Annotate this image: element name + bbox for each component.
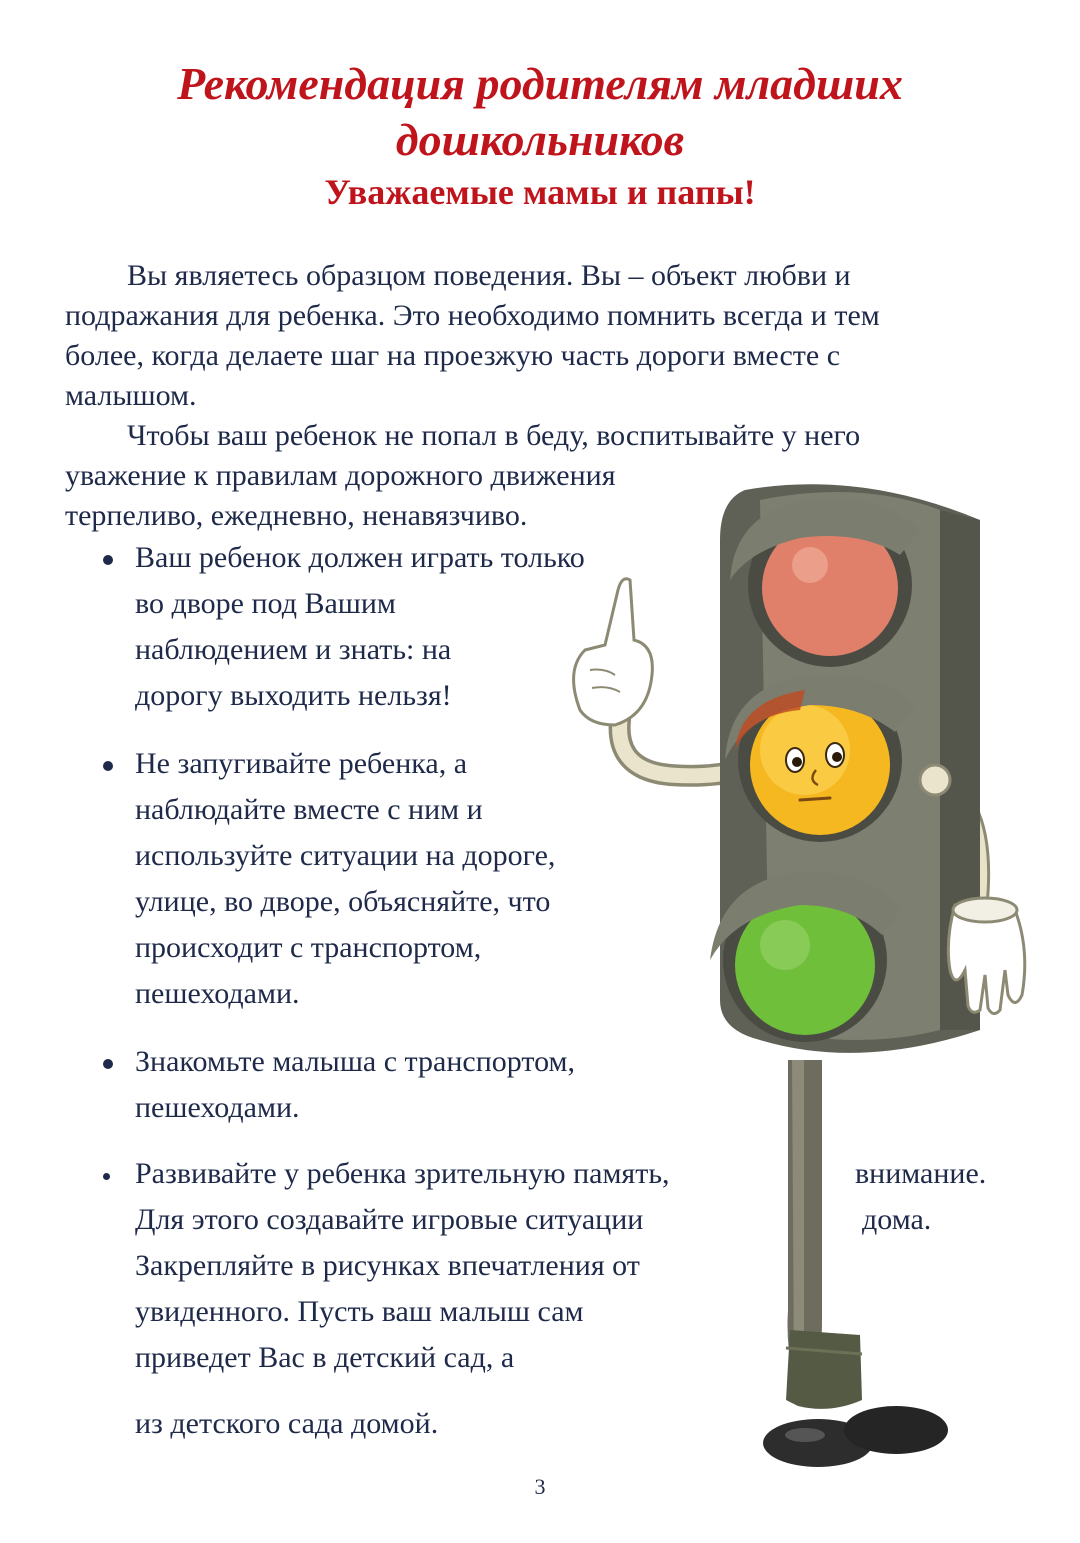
text-line: из детского сада домой. bbox=[135, 1407, 439, 1440]
bullet-dot bbox=[103, 761, 113, 771]
bullet-item-2 bbox=[135, 741, 555, 1017]
bullet-dot bbox=[103, 1059, 113, 1069]
text-line: наблюдением и знать: на bbox=[135, 633, 452, 666]
text-segment: Для этого создавайте игровые ситуации bbox=[135, 1203, 644, 1236]
left-glove-pointing bbox=[574, 579, 653, 725]
text-line: Вы являетесь образцом поведения. Вы – объект любви и bbox=[127, 259, 851, 292]
title-line-1: Рекомендация родителям младших bbox=[177, 58, 903, 109]
text-line: Чтобы ваш ребенок не попал в беду, воспитывайте у него bbox=[127, 419, 861, 452]
bullet-item-4 bbox=[135, 1151, 1035, 1447]
text-line: более, когда делаете шаг на проезжую часть дороги вместе с bbox=[65, 339, 841, 372]
text-line: терпеливо, ежедневно, ненавязчиво. bbox=[65, 499, 528, 532]
text-line: увиденного. Пусть ваш малыш сам bbox=[135, 1295, 584, 1328]
text-line: дорогу выходить нельзя! bbox=[135, 679, 452, 712]
text-segment: внимание. bbox=[855, 1157, 987, 1190]
bullet-dot bbox=[103, 1173, 110, 1180]
text-line: Знакомьте малыша с транспортом, bbox=[135, 1045, 575, 1078]
text-line: подражания для ребенка. Это необходимо помнить всегда и тем bbox=[65, 299, 880, 332]
text-line: происходит с транспортом, bbox=[135, 931, 482, 964]
text-line: пешеходами. bbox=[135, 977, 300, 1010]
bullet-item-3 bbox=[135, 1039, 575, 1131]
subtitle: Уважаемые мамы и папы! bbox=[324, 172, 756, 212]
title-line-2: дошкольников bbox=[395, 114, 685, 165]
text-line: уважение к правилам дорожного движения bbox=[65, 459, 616, 492]
text-segment: дома. bbox=[862, 1203, 932, 1236]
text-line bbox=[135, 1151, 1035, 1197]
bullet-dot bbox=[103, 555, 113, 565]
page-number: 3 bbox=[534, 1474, 546, 1499]
text-line: пешеходами. bbox=[135, 1091, 300, 1124]
text-line: малышом. bbox=[65, 379, 197, 412]
text-line: приведет Вас в детский сад, а bbox=[135, 1341, 515, 1374]
text-line: Ваш ребенок должен играть только bbox=[135, 541, 585, 574]
shoulder-joint bbox=[920, 765, 950, 795]
bullet-item-1 bbox=[135, 535, 585, 719]
text-line bbox=[135, 1197, 1035, 1243]
text-line: Закрепляйте в рисунках впечатления от bbox=[135, 1249, 640, 1282]
text-line: наблюдайте вместе с ним и bbox=[135, 793, 483, 826]
text-line: Не запугивайте ребенка, а bbox=[135, 747, 468, 780]
text-segment: Развивайте у ребенка зрительную память, bbox=[135, 1157, 670, 1190]
text-line: улице, во дворе, объясняйте, что bbox=[135, 885, 551, 918]
text-line: во дворе под Вашим bbox=[135, 587, 396, 620]
text-line: используйте ситуации на дороге, bbox=[135, 839, 556, 872]
intro-paragraph-1 bbox=[65, 256, 880, 416]
